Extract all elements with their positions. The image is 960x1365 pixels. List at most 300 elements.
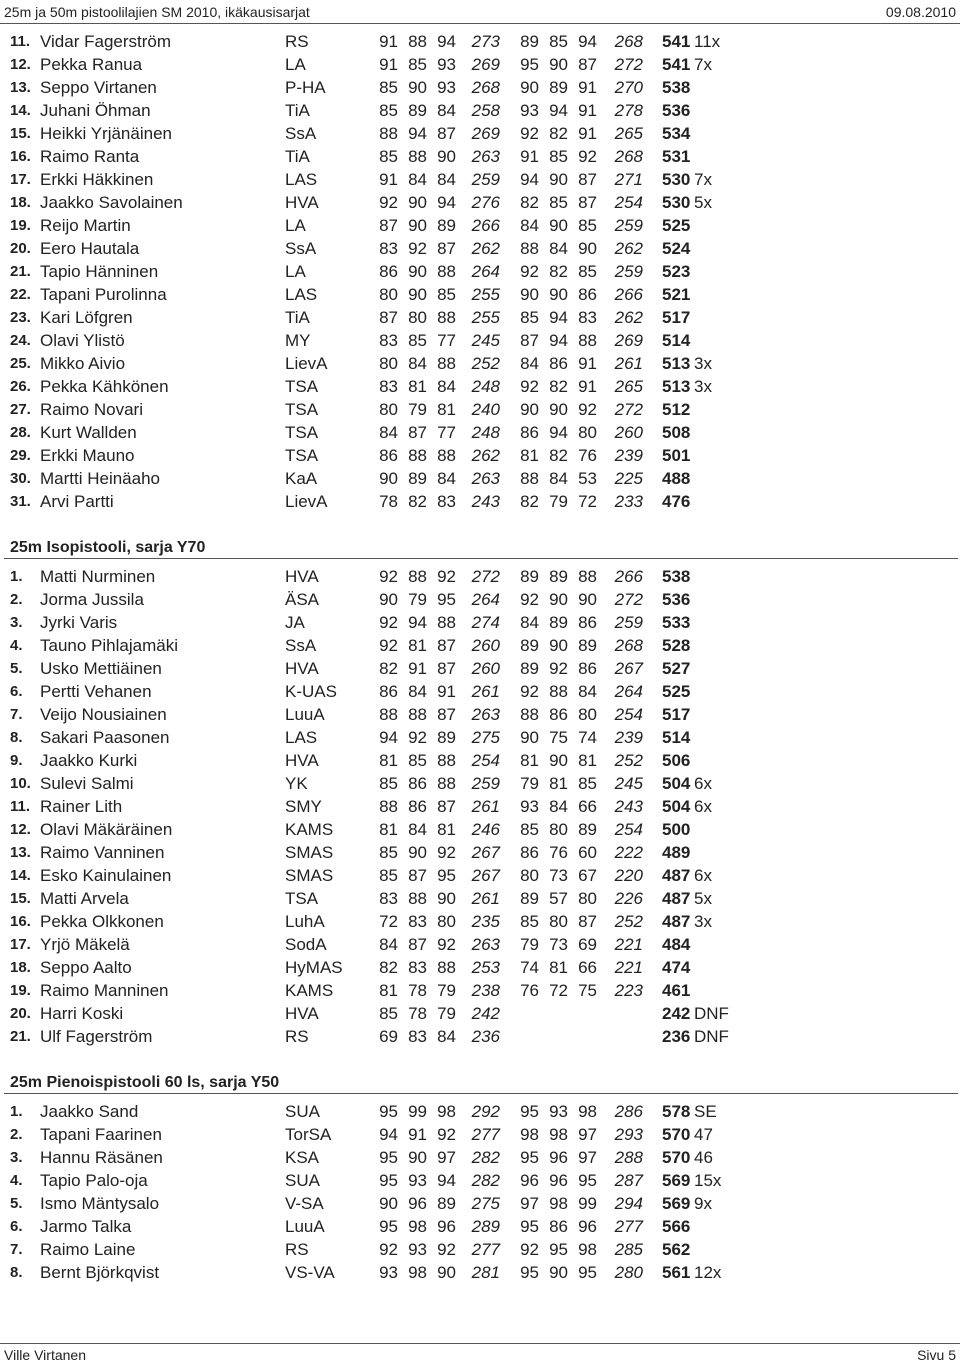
- series-score: 69: [379, 1027, 398, 1046]
- series-score: 93: [437, 78, 456, 97]
- tiebreak-note: SE: [694, 1102, 717, 1121]
- series-score: 85: [408, 331, 427, 350]
- series-score: 87: [437, 636, 456, 655]
- result-row: [0, 772, 960, 795]
- result-row: [0, 703, 960, 726]
- rank-number: 5.: [10, 1195, 23, 1212]
- series-score: 84: [437, 170, 456, 189]
- series-score: 97: [520, 1194, 539, 1213]
- series-score: 87: [408, 935, 427, 954]
- series-score: 85: [437, 285, 456, 304]
- subtotal-score: 264: [614, 682, 643, 701]
- competitor-name: Jaakko Sand: [40, 1102, 139, 1121]
- competitor-name: Harri Koski: [40, 1004, 124, 1023]
- total-score: 536: [662, 101, 691, 120]
- competitor-name: Seppo Virtanen: [40, 78, 157, 97]
- series-score: 78: [408, 981, 427, 1000]
- club-name: TSA: [285, 423, 319, 442]
- series-score: 95: [379, 1217, 398, 1236]
- rank-number: 3.: [10, 614, 23, 631]
- series-score: 91: [408, 659, 427, 678]
- competitor-name: Pekka Kähkönen: [40, 377, 169, 396]
- series-score: 93: [520, 797, 539, 816]
- total-score: 484: [662, 935, 691, 954]
- competitor-name: Eero Hautala: [40, 239, 140, 258]
- series-score: 86: [408, 774, 427, 793]
- total-score: 504: [662, 774, 691, 793]
- subtotal-score: 289: [471, 1217, 500, 1236]
- rank-number: 6.: [10, 683, 23, 700]
- series-score: 90: [408, 262, 427, 281]
- rank-number: 4.: [10, 1172, 23, 1189]
- club-name: VS-VA: [285, 1263, 335, 1282]
- series-score: 77: [437, 331, 456, 350]
- subtotal-score: 254: [614, 193, 643, 212]
- series-score: 85: [408, 55, 427, 74]
- series-score: 94: [437, 32, 456, 51]
- subtotal-score: 221: [614, 958, 643, 977]
- rank-number: 2.: [10, 1126, 23, 1143]
- subtotal-score: 267: [471, 866, 500, 885]
- series-score: 90: [549, 285, 568, 304]
- series-score: 82: [520, 193, 539, 212]
- rank-number: 4.: [10, 637, 23, 654]
- club-name: ÄSA: [285, 590, 320, 609]
- result-row: [0, 611, 960, 634]
- result-row: [0, 237, 960, 260]
- series-score: 76: [520, 981, 539, 1000]
- club-name: TiA: [285, 101, 310, 120]
- result-row: [0, 1002, 960, 1025]
- subtotal-score: 267: [614, 659, 643, 678]
- series-score: 91: [408, 1125, 427, 1144]
- series-score: 92: [520, 124, 539, 143]
- series-score: 99: [408, 1102, 427, 1121]
- rank-number: 5.: [10, 660, 23, 677]
- series-score: 81: [549, 774, 568, 793]
- club-name: TiA: [285, 147, 310, 166]
- competitor-name: Yrjö Mäkelä: [40, 935, 130, 954]
- series-score: 88: [520, 705, 539, 724]
- subtotal-score: 294: [614, 1194, 643, 1213]
- total-score: 561: [662, 1263, 691, 1282]
- rank-number: 11.: [10, 798, 31, 815]
- series-score: 91: [437, 682, 456, 701]
- competitor-name: Martti Heinäaho: [40, 469, 161, 488]
- tiebreak-note: 9x: [694, 1194, 712, 1213]
- series-score: 67: [578, 866, 597, 885]
- series-score: 88: [437, 446, 456, 465]
- series-score: 90: [520, 78, 539, 97]
- subtotal-score: 248: [471, 423, 500, 442]
- series-score: 81: [520, 751, 539, 770]
- total-score: 541: [662, 55, 691, 74]
- series-score: 80: [578, 423, 597, 442]
- series-score: 94: [408, 613, 427, 632]
- competitor-name: Kari Löfgren: [40, 308, 133, 327]
- tiebreak-note: 46: [694, 1148, 713, 1167]
- series-score: 90: [549, 400, 568, 419]
- series-score: 90: [379, 469, 398, 488]
- series-score: 92: [437, 1240, 456, 1259]
- series-score: 83: [379, 331, 398, 350]
- result-row: [0, 352, 960, 375]
- series-score: 74: [520, 958, 539, 977]
- result-row: [0, 726, 960, 749]
- series-score: 88: [379, 124, 398, 143]
- subtotal-score: 269: [471, 55, 500, 74]
- series-score: 98: [408, 1217, 427, 1236]
- series-score: 76: [549, 843, 568, 862]
- result-row: [0, 680, 960, 703]
- series-score: 86: [578, 613, 597, 632]
- competitor-name: Ulf Fagerström: [40, 1027, 153, 1046]
- series-score: 92: [578, 147, 597, 166]
- series-score: 86: [578, 285, 597, 304]
- series-score: 93: [379, 1263, 398, 1282]
- series-score: 85: [408, 751, 427, 770]
- series-score: 93: [437, 55, 456, 74]
- series-score: 84: [549, 469, 568, 488]
- series-score: 81: [379, 820, 398, 839]
- series-score: 89: [520, 32, 539, 51]
- rank-number: 12.: [10, 821, 31, 838]
- club-name: SsA: [285, 124, 317, 143]
- total-score: 461: [662, 981, 691, 1000]
- rank-number: 13.: [10, 844, 31, 861]
- rank-number: 9.: [10, 752, 23, 769]
- club-name: TiA: [285, 308, 310, 327]
- club-name: HVA: [285, 1004, 319, 1023]
- total-score: 536: [662, 590, 691, 609]
- subtotal-score: 245: [471, 331, 500, 350]
- club-name: K-UAS: [285, 682, 337, 701]
- series-score: 94: [549, 101, 568, 120]
- series-score: 92: [520, 377, 539, 396]
- rank-number: 12.: [10, 56, 31, 73]
- total-score: 487: [662, 866, 691, 885]
- series-score: 84: [549, 797, 568, 816]
- series-score: 90: [578, 590, 597, 609]
- result-row: [0, 979, 960, 1002]
- club-name: P-HA: [285, 78, 326, 97]
- series-score: 88: [578, 331, 597, 350]
- series-score: 86: [379, 446, 398, 465]
- result-row: [0, 657, 960, 680]
- result-row: [0, 145, 960, 168]
- section-divider: [4, 1093, 958, 1094]
- result-row: [0, 933, 960, 956]
- rank-number: 10.: [10, 775, 31, 792]
- series-score: 94: [549, 308, 568, 327]
- series-score: 92: [437, 567, 456, 586]
- tiebreak-note: 7x: [694, 55, 712, 74]
- result-row: [0, 191, 960, 214]
- subtotal-score: 269: [471, 124, 500, 143]
- subtotal-score: 220: [614, 866, 643, 885]
- series-score: 95: [520, 55, 539, 74]
- series-score: 92: [520, 262, 539, 281]
- series-score: 92: [437, 935, 456, 954]
- total-score: 487: [662, 889, 691, 908]
- competitor-name: Tapio Palo-oja: [40, 1171, 148, 1190]
- tiebreak-note: 6x: [694, 797, 712, 816]
- rank-number: 24.: [10, 332, 31, 349]
- rank-number: 7.: [10, 706, 23, 723]
- subtotal-score: 269: [614, 331, 643, 350]
- series-score: 90: [408, 193, 427, 212]
- total-score: 512: [662, 400, 691, 419]
- club-name: SMAS: [285, 866, 334, 885]
- series-score: 80: [379, 400, 398, 419]
- total-score: 513: [662, 377, 691, 396]
- subtotal-score: 264: [471, 590, 500, 609]
- rank-number: 1.: [10, 568, 23, 585]
- subtotal-score: 260: [614, 423, 643, 442]
- series-score: 92: [520, 1240, 539, 1259]
- total-score: 533: [662, 613, 691, 632]
- series-score: 73: [549, 935, 568, 954]
- total-score: 530: [662, 193, 691, 212]
- subtotal-score: 223: [614, 981, 643, 1000]
- series-score: 69: [578, 935, 597, 954]
- competitor-name: Jyrki Varis: [40, 613, 118, 632]
- result-row: [0, 283, 960, 306]
- competitor-name: Tapani Purolinna: [40, 285, 167, 304]
- result-row: [0, 421, 960, 444]
- series-score: 91: [578, 124, 597, 143]
- competitor-name: Ismo Mäntysalo: [40, 1194, 160, 1213]
- club-name: TSA: [285, 446, 319, 465]
- series-score: 80: [578, 705, 597, 724]
- section-header: [0, 1066, 960, 1094]
- rank-number: 30.: [10, 470, 31, 487]
- subtotal-score: 268: [471, 78, 500, 97]
- total-score: 569: [662, 1171, 691, 1190]
- subtotal-score: 287: [614, 1171, 643, 1190]
- tiebreak-note: DNF: [694, 1004, 729, 1023]
- series-score: 84: [437, 101, 456, 120]
- rank-number: 16.: [10, 148, 31, 165]
- series-score: 57: [549, 889, 568, 908]
- result-row: [0, 1238, 960, 1261]
- result-row: [0, 490, 960, 513]
- footer-author: Ville Virtanen: [4, 1346, 86, 1363]
- series-score: 88: [408, 567, 427, 586]
- result-row: [0, 30, 960, 53]
- subtotal-score: 281: [471, 1263, 500, 1282]
- total-score: 487: [662, 912, 691, 931]
- subtotal-score: 268: [614, 636, 643, 655]
- competitor-name: Seppo Aalto: [40, 958, 132, 977]
- result-row: [0, 1025, 960, 1048]
- club-name: MY: [285, 331, 311, 350]
- series-score: 85: [549, 32, 568, 51]
- series-score: 98: [549, 1194, 568, 1213]
- club-name: SsA: [285, 636, 317, 655]
- series-score: 88: [437, 308, 456, 327]
- series-score: 72: [379, 912, 398, 931]
- series-score: 84: [437, 377, 456, 396]
- subtotal-score: 272: [614, 400, 643, 419]
- result-row: [0, 818, 960, 841]
- series-score: 90: [549, 55, 568, 74]
- club-name: HVA: [285, 567, 319, 586]
- series-score: 89: [520, 659, 539, 678]
- series-score: 88: [437, 613, 456, 632]
- series-score: 89: [578, 820, 597, 839]
- rank-number: 25.: [10, 355, 31, 372]
- section-title: 25m Isopistooli, sarja Y70: [10, 539, 206, 556]
- series-score: 87: [578, 170, 597, 189]
- rank-number: 23.: [10, 309, 31, 326]
- series-score: 90: [437, 1263, 456, 1282]
- club-name: TSA: [285, 400, 319, 419]
- series-score: 89: [549, 567, 568, 586]
- result-row: [0, 306, 960, 329]
- result-row: [0, 467, 960, 490]
- series-score: 92: [437, 843, 456, 862]
- series-score: 84: [520, 613, 539, 632]
- club-name: TorSA: [285, 1125, 332, 1144]
- series-score: 87: [578, 55, 597, 74]
- series-score: 85: [379, 78, 398, 97]
- series-score: 87: [520, 331, 539, 350]
- series-score: 80: [379, 285, 398, 304]
- subtotal-score: 271: [614, 170, 643, 189]
- tiebreak-note: 15x: [694, 1171, 722, 1190]
- competitor-name: Raimo Manninen: [40, 981, 169, 1000]
- series-score: 93: [520, 101, 539, 120]
- series-score: 83: [578, 308, 597, 327]
- rank-number: 21.: [10, 1028, 31, 1045]
- result-row: [0, 1123, 960, 1146]
- subtotal-score: 272: [614, 590, 643, 609]
- rank-number: 20.: [10, 1005, 31, 1022]
- series-score: 79: [437, 981, 456, 1000]
- series-score: 90: [549, 1263, 568, 1282]
- series-score: 85: [520, 912, 539, 931]
- total-score: 489: [662, 843, 691, 862]
- series-score: 89: [520, 889, 539, 908]
- series-score: 90: [520, 400, 539, 419]
- subtotal-score: 265: [614, 377, 643, 396]
- series-score: 95: [379, 1102, 398, 1121]
- series-score: 85: [520, 308, 539, 327]
- series-score: 87: [437, 797, 456, 816]
- series-score: 97: [578, 1148, 597, 1167]
- series-score: 60: [578, 843, 597, 862]
- competitor-name: Olavi Ylistö: [40, 331, 125, 350]
- tiebreak-note: 11x: [694, 32, 721, 51]
- series-score: 84: [520, 354, 539, 373]
- series-score: 88: [379, 705, 398, 724]
- series-score: 92: [379, 193, 398, 212]
- total-score: 517: [662, 308, 691, 327]
- competitor-name: Sakari Paasonen: [40, 728, 170, 747]
- subtotal-score: 225: [614, 469, 643, 488]
- club-name: KaA: [285, 469, 318, 488]
- series-score: 85: [578, 216, 597, 235]
- competitor-name: Rainer Lith: [40, 797, 123, 816]
- series-score: 88: [408, 705, 427, 724]
- series-score: 83: [437, 492, 456, 511]
- series-score: 81: [437, 820, 456, 839]
- club-name: TSA: [285, 377, 319, 396]
- series-score: 98: [437, 1102, 456, 1121]
- series-score: 89: [437, 216, 456, 235]
- club-name: LA: [285, 55, 306, 74]
- rank-number: 16.: [10, 913, 31, 930]
- total-score: 534: [662, 124, 691, 143]
- series-score: 85: [379, 774, 398, 793]
- subtotal-score: 268: [614, 147, 643, 166]
- result-row: [0, 1192, 960, 1215]
- series-score: 93: [408, 1240, 427, 1259]
- series-score: 96: [578, 1217, 597, 1236]
- subtotal-score: 239: [614, 728, 643, 747]
- total-score: 236: [662, 1027, 691, 1046]
- series-score: 84: [408, 170, 427, 189]
- club-name: LuuA: [285, 705, 325, 724]
- series-score: 91: [578, 377, 597, 396]
- series-score: 85: [549, 193, 568, 212]
- tiebreak-note: 7x: [694, 170, 712, 189]
- subtotal-score: 275: [471, 728, 500, 747]
- subtotal-score: 286: [614, 1102, 643, 1121]
- rank-number: 19.: [10, 982, 31, 999]
- total-score: 501: [662, 446, 691, 465]
- series-score: 90: [549, 590, 568, 609]
- subtotal-score: 260: [471, 636, 500, 655]
- series-score: 89: [437, 728, 456, 747]
- subtotal-score: 263: [471, 705, 500, 724]
- series-score: 83: [379, 377, 398, 396]
- subtotal-score: 261: [471, 889, 500, 908]
- competitor-name: Pertti Vehanen: [40, 682, 152, 701]
- subtotal-score: 275: [471, 1194, 500, 1213]
- series-score: 82: [379, 659, 398, 678]
- competitor-name: Jorma Jussila: [40, 590, 144, 609]
- subtotal-score: 259: [614, 262, 643, 281]
- series-score: 94: [379, 728, 398, 747]
- competitor-name: Raimo Vanninen: [40, 843, 165, 862]
- subtotal-score: 260: [471, 659, 500, 678]
- total-score: 524: [662, 239, 691, 258]
- series-score: 85: [379, 101, 398, 120]
- club-name: LAS: [285, 728, 318, 747]
- rank-number: 15.: [10, 125, 31, 142]
- series-score: 95: [578, 1171, 597, 1190]
- series-score: 86: [408, 797, 427, 816]
- page-header: [0, 0, 960, 24]
- series-score: 94: [549, 423, 568, 442]
- result-row: [0, 956, 960, 979]
- series-score: 81: [408, 636, 427, 655]
- subtotal-score: 262: [471, 239, 500, 258]
- series-score: 81: [578, 751, 597, 770]
- series-score: 93: [549, 1102, 568, 1121]
- subtotal-score: 262: [471, 446, 500, 465]
- result-row: [0, 634, 960, 657]
- competitor-name: Arvi Partti: [40, 492, 114, 511]
- series-score: 90: [549, 216, 568, 235]
- document-date: 09.08.2010: [885, 3, 956, 20]
- subtotal-score: 254: [614, 820, 643, 839]
- series-score: 81: [549, 958, 568, 977]
- section-title: 25m Pienoispistooli 60 ls, sarja Y50: [10, 1074, 280, 1091]
- series-score: 92: [379, 636, 398, 655]
